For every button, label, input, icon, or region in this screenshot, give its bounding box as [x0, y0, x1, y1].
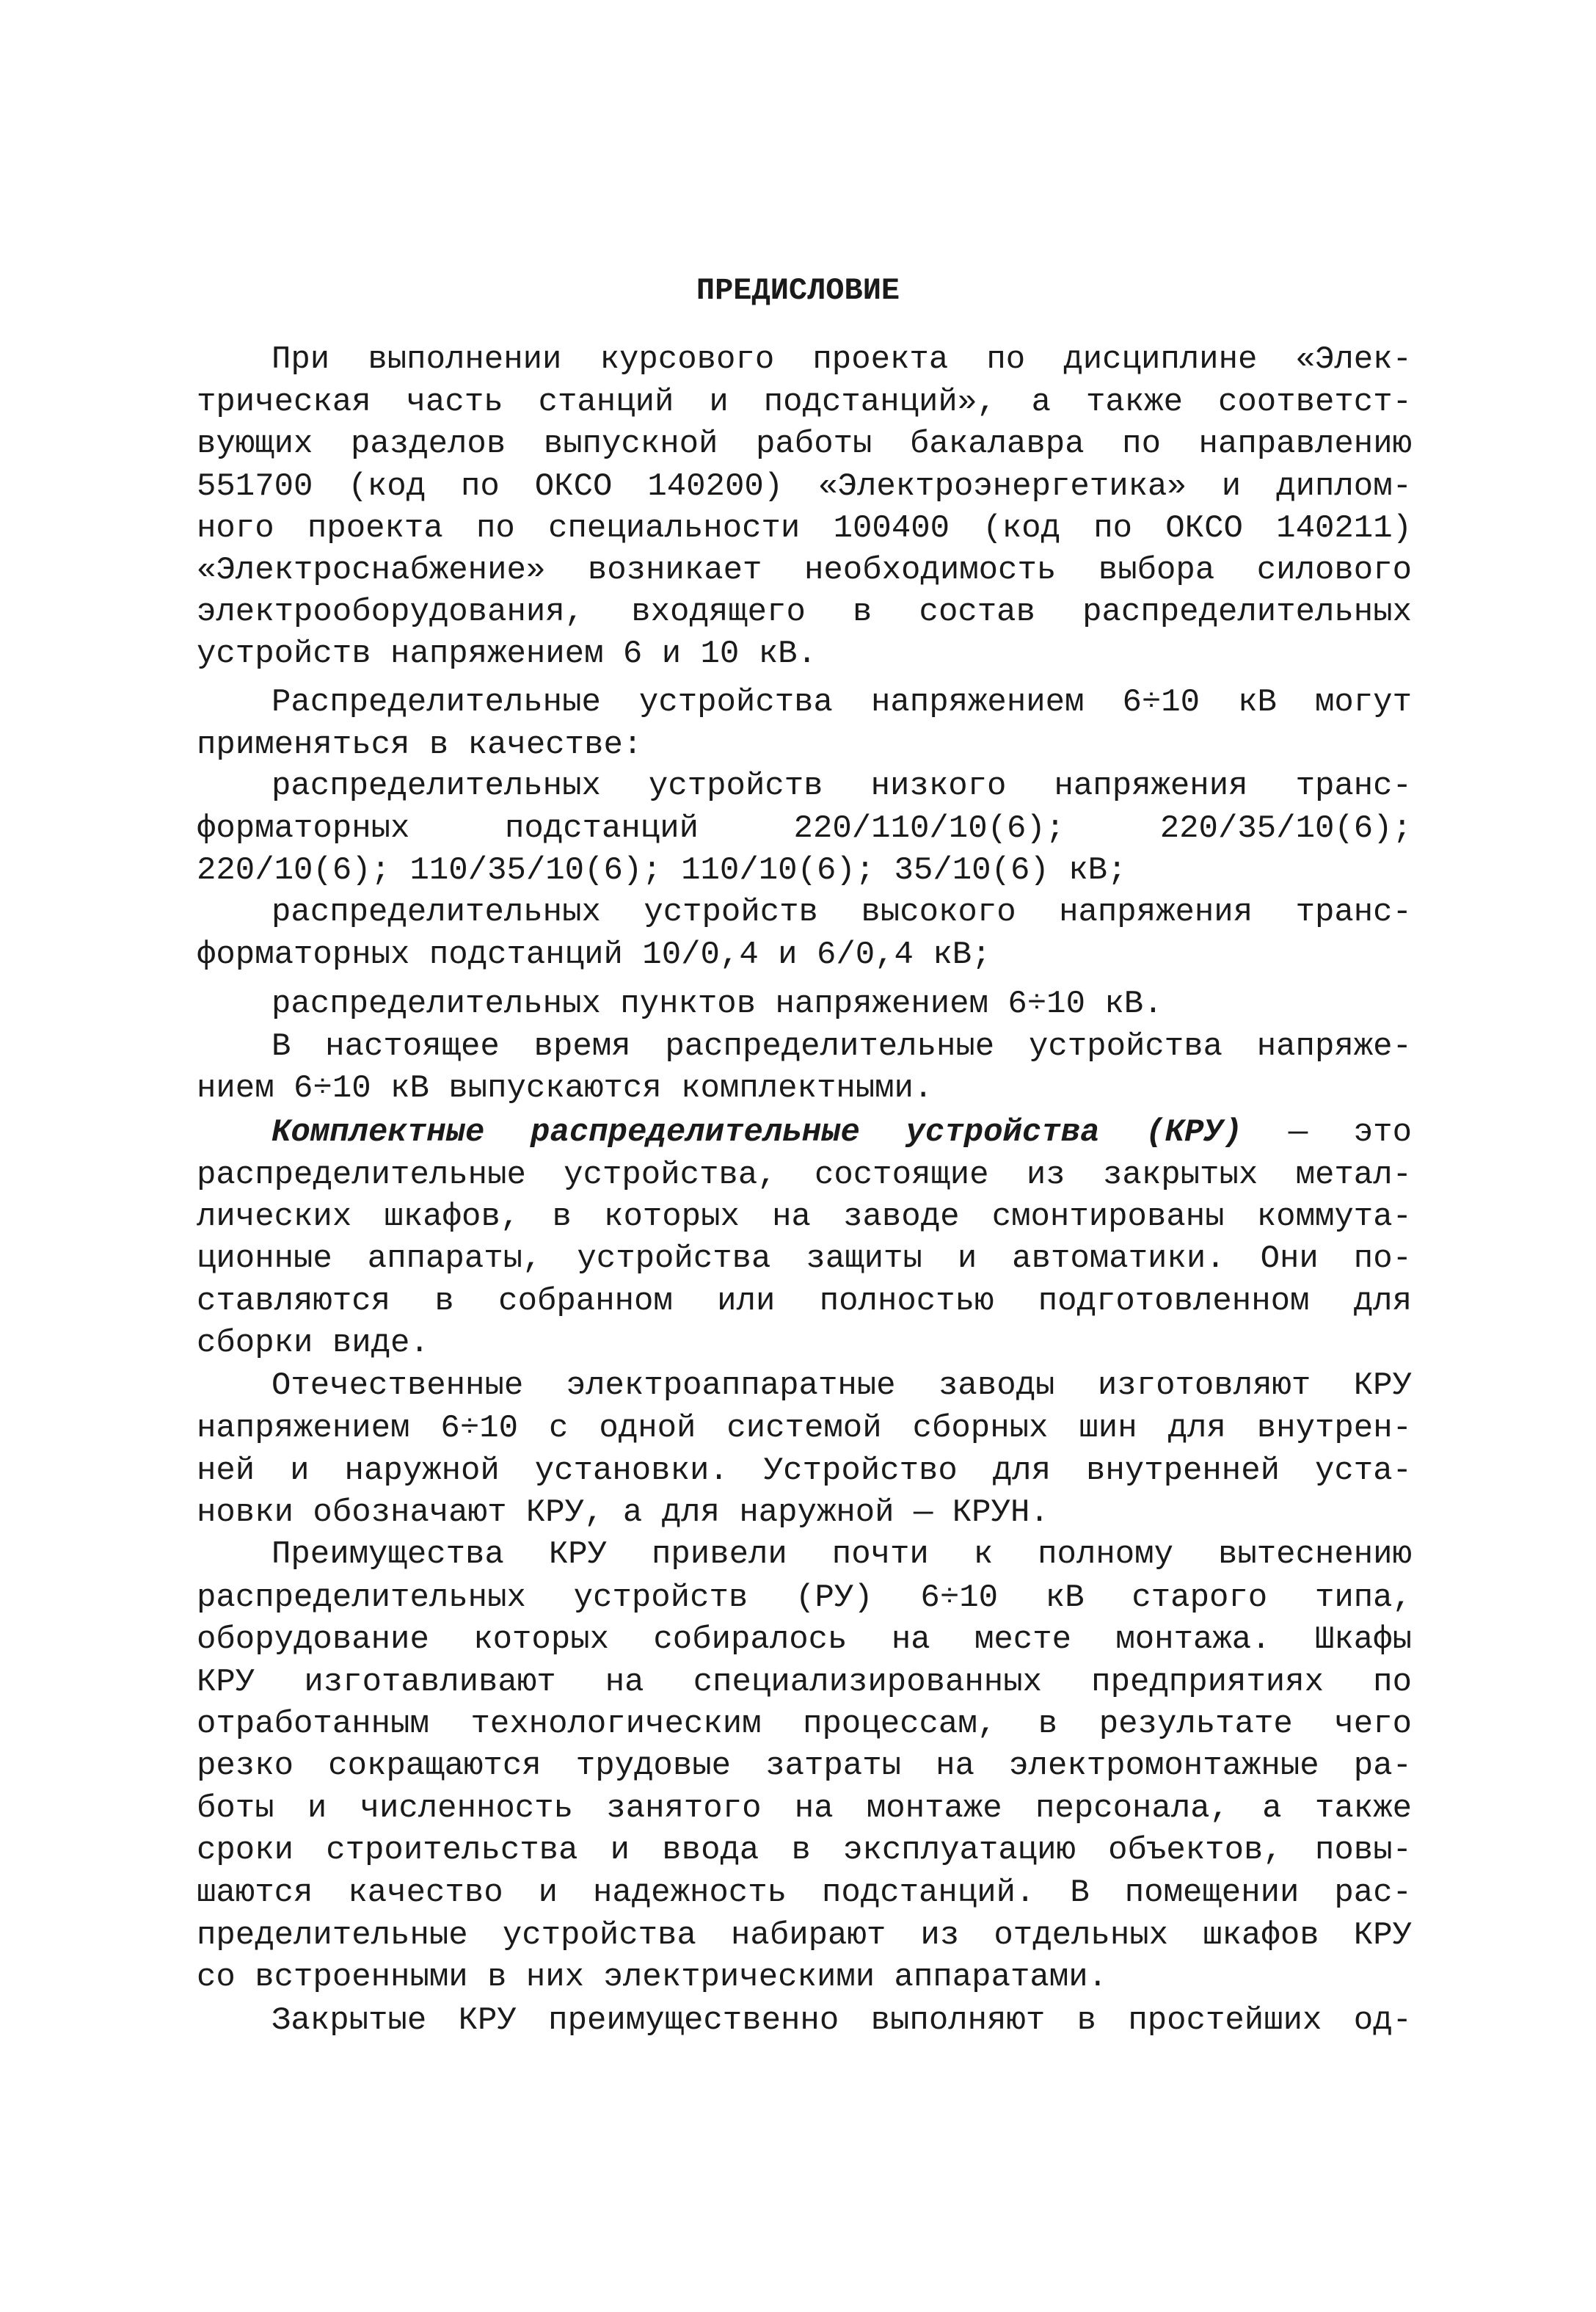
term-emphasis: Комплектные распределительные устройства (КРУ) [272, 1114, 1243, 1151]
text-line: ставляются в собранном или полностью подготовленном для [197, 1283, 1412, 1320]
text-line: нием 6÷10 кВ выпускаются комплектными. [197, 1070, 933, 1107]
text-line: шаются качество и надежность подстанций. В помещении рас- [197, 1875, 1412, 1911]
text-line: сроки строительства и ввода в эксплуатацию объектов, повы- [197, 1832, 1412, 1869]
text-line: распределительных устройств (РУ) 6÷10 кВ старого типа, [197, 1579, 1412, 1616]
text-line: трическая часть станций и подстанций», а также соответст- [197, 384, 1412, 421]
text-line: Закрытые КРУ преимущественно выполняют в простейших од- [272, 2002, 1412, 2039]
text-line: со встроенными в них электрическими аппаратами. [197, 1959, 1108, 1996]
text-line: Преимущества КРУ привели почти к полному вытеснению [272, 1536, 1412, 1573]
text-line: Распределительные устройства напряжением 6÷10 кВ могут [272, 684, 1412, 721]
text-line: вующих разделов выпускной работы бакалавра по направлению [197, 426, 1412, 462]
text-line: новки обозначают КРУ, а для наружной — КРУН. [197, 1494, 1049, 1531]
text-line: сборки виде. [197, 1325, 429, 1362]
text-line: пределительные устройства набирают из отдельных шкафов КРУ [197, 1917, 1412, 1954]
text-line: Комплектные распределительные устройства (КРУ) — это [272, 1114, 1412, 1151]
text-line: форматорных подстанций 220/110/10(6); 220/35/10(6); [197, 810, 1412, 847]
text-line: устройств напряжением 6 и 10 кВ. [197, 636, 817, 672]
text-line: электрооборудования, входящего в состав распределительных [197, 594, 1412, 630]
text-line: ней и наружной установки. Устройство для внутренней уста- [197, 1453, 1412, 1489]
text-line: «Электроснабжение» возникает необходимость выбора силового [197, 552, 1412, 589]
page-title: ПРЕДИСЛОВИЕ [696, 273, 900, 308]
text-line: боты и численность занятого на монтаже персонала, а также [197, 1790, 1412, 1827]
text-line: отработанным технологическим процессам, в результате чего [197, 1706, 1412, 1742]
text-line: распределительных устройств низкого напряжения транс- [272, 768, 1412, 804]
text-line: КРУ изготавливают на специализированных предприятиях по [197, 1664, 1412, 1701]
text-line: применяться в качестве: [197, 727, 643, 763]
text-line: 220/10(6); 110/35/10(6); 110/10(6); 35/10(6) кВ; [197, 852, 1127, 889]
text-line: 551700 (код по ОКСО 140200) «Электроэнергетика» и диплом- [197, 468, 1412, 505]
text-line: напряжением 6÷10 с одной системой сборных шин для внутрен- [197, 1410, 1412, 1447]
text-line: В настоящее время распределительные устройства напряже- [272, 1028, 1412, 1065]
text-line: распределительных пунктов напряжением 6÷10 кВ. [272, 986, 1163, 1022]
text-line: ного проекта по специальности 100400 (код по ОКСО 140211) [197, 510, 1412, 547]
text-line: распределительные устройства, состоящие из закрытых метал- [197, 1157, 1412, 1193]
text-line: распределительных устройств высокого напряжения транс- [272, 894, 1412, 931]
text-line: лических шкафов, в которых на заводе смонтированы коммута- [197, 1199, 1412, 1235]
text-line: резко сокращаются трудовые затраты на электромонтажные ра- [197, 1748, 1412, 1784]
text-line: ционные аппараты, устройства защиты и автоматики. Они по- [197, 1240, 1412, 1277]
text-line: При выполнении курсового проекта по дисциплине «Элек- [272, 341, 1412, 378]
text-line: Отечественные электроаппаратные заводы изготовляют КРУ [272, 1367, 1412, 1404]
text-line: оборудование которых собиралось на месте монтажа. Шкафы [197, 1621, 1412, 1658]
text-line: форматорных подстанций 10/0,4 и 6/0,4 кВ; [197, 937, 991, 973]
